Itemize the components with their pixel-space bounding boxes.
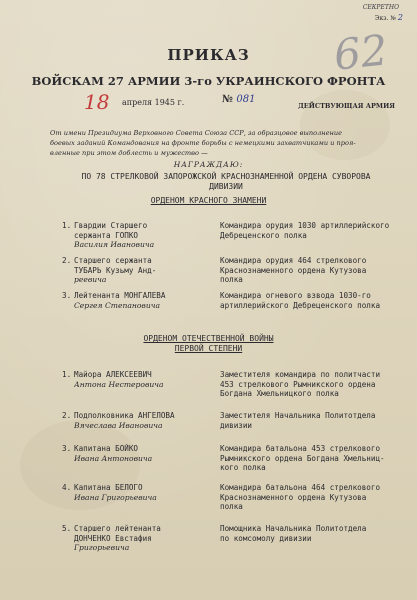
order-month: апреля 1945 г.	[122, 98, 185, 107]
award-declaration: НАГРАЖДАЮ:	[173, 160, 244, 169]
section-patriotic-war-heading: ОРДЕНОМ ОТЕЧЕСТВЕННОЙ ВОЙНЫ	[143, 334, 274, 343]
secrecy-stamp: СЕКРЕТНО	[362, 4, 399, 11]
order-number: № 081	[222, 94, 256, 105]
order-document: СЕКРЕТНО Экз. № 2 62 ПРИКАЗ ВОЙСКАМ 27 АРМИИ 3-го УКРАИНСКОГО ФРОНТА 18 апреля 1945 г. № 081 ДЕЙСТВУЮЩАЯ АРМИЯ От имени Президиума Верховного Совета Союза ССР, за образцовое выполнение боевых заданий Командования на фронте борьбы с немецкими захватчиками и проя- вленные при этом доблесть и мужество — НАГРАЖДАЮ: ПО 78 СТРЕЛКОВОЙ ЗАПОРОЖСКОЙ КРАСНОЗНАМЕННОЙ ОРДЕНА СУВОРОВА ДИВИЗИИ ОРДЕНОМ КРАСНОГО ЗНАМЕНИ 1. Гвардии Старшего сержанта ГОПКО Василия Ивановича Командира орудия 1030 артиллерийского Дебреценского полка 2. Старшего сержанта ТУБАРЬ Кузьму Анд- реевича Командира орудия 464 стрелкового Краснознаменного ордена Кутузова полка 3. Лейтенанта МОНГАЛЕВА Сергея Степановича Командира огневого взвода 1030-го артиллерийского Дебреценского полка ОРДЕНОМ ОТЕЧЕСТВЕННОЙ ВОЙНЫ ПЕРВОЙ СТЕПЕНИ 1. Майора АЛЕКСЕЕВИЧ Антона Нестеровича Заместителя командира по политчасти 453 стрелкового Рымникского ордена Богдана Хмельницкого полка 2. Подполковника АНГЕЛОВА Вячеслава Ивановича Заместителя Начальника Политотдела дивизии 3. Капитана БОЙКО Ивана Антоновича Командира батальона 453 стрелкового Рымникского ордена Богдана Хмельниц- кого полка 4. Капитана БЕЛОГО Ивана Григорьевича Командира батальона 464 стрелкового Краснознаменного ордена Кутузова полка 5. Старшего лейтенанта ДОНЧЕНКО Евстафия Григорьевича Помощника Начальника Политотдела по комсомолу дивизии	[0, 0, 417, 600]
date-row	[62, 90, 395, 116]
section-patriotic-war-degree: ПЕРВОЙ СТЕПЕНИ	[174, 344, 243, 353]
pencil-page-number: 62	[331, 25, 390, 80]
copy-number: Экз. № 2	[374, 13, 403, 22]
document-subtitle: ВОЙСКАМ 27 АРМИИ 3-го УКРАИНСКОГО ФРОНТА	[31, 74, 386, 88]
division-heading: ПО 78 СТРЕЛКОВОЙ ЗАПОРОЖСКОЙ КРАСНОЗНАМЕННОЙ ОРДЕНА СУВОРОВА ДИВИЗИИ	[81, 172, 371, 191]
document-title: ПРИКАЗ	[167, 46, 250, 64]
preamble: От имени Президиума Верховного Совета Союза ССР, за образцовое выполнение боевых заданий Командования на фронте борьбы с немецкими захватчиками и проя- вленные при этом доблесть и мужество —	[50, 129, 356, 157]
section-red-banner-heading: ОРДЕНОМ КРАСНОГО ЗНАМЕНИ	[150, 196, 267, 205]
army-label: ДЕЙСТВУЮЩАЯ АРМИЯ	[298, 102, 395, 110]
handwritten-day: 18	[84, 90, 110, 114]
